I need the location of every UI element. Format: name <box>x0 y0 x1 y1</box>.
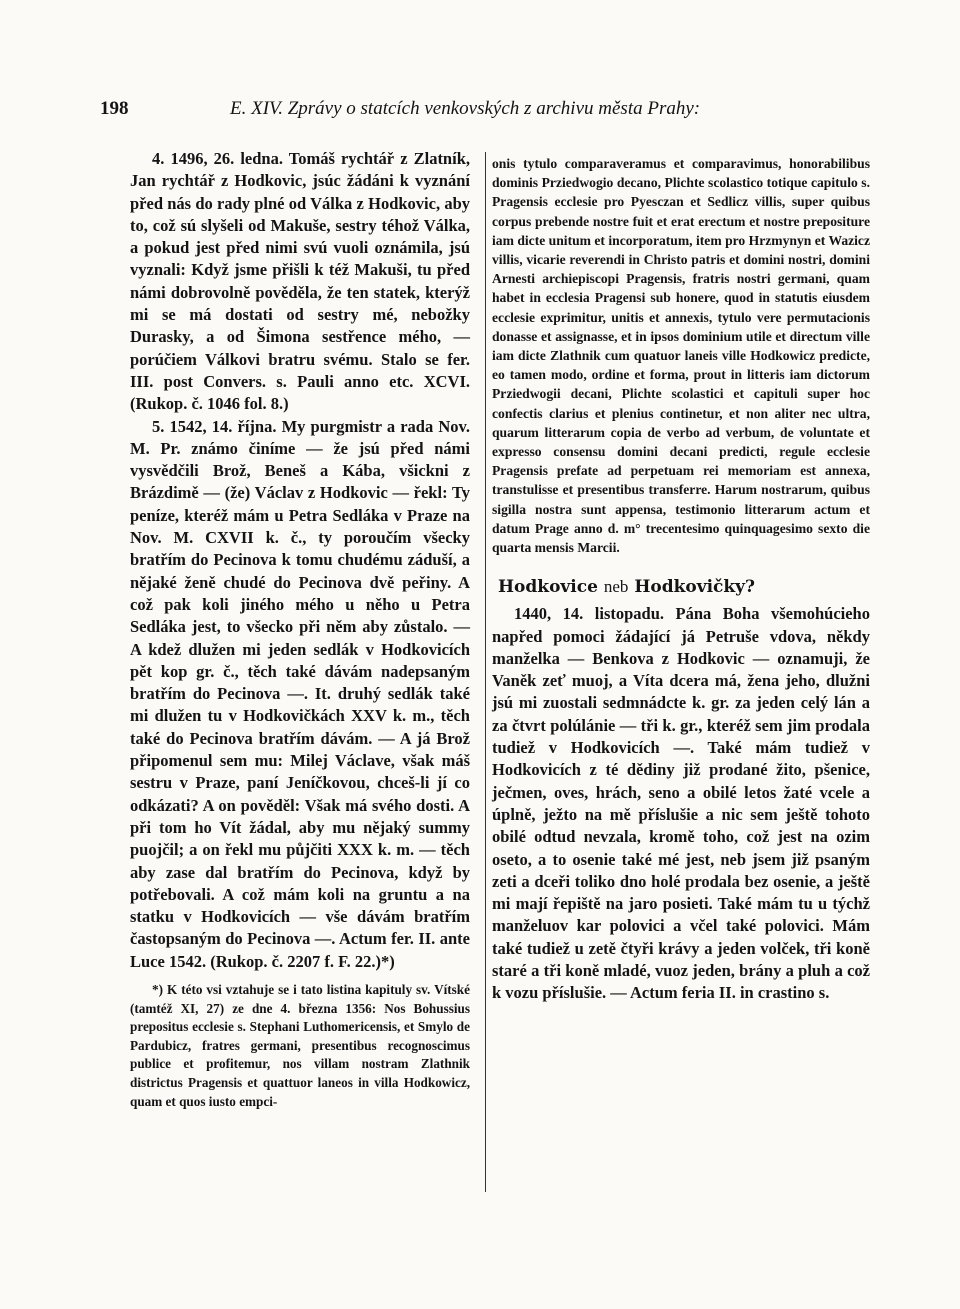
entry-1496: 4. 1496, 26. ledna. Tomáš rychtář z Zlatník, Jan rychtář z Hodkovic, jsúc žádáni k vyznání před nás do rady plné od Válka z Hodkovic, aby to, což sú slyšeli od Makuše, sestry téhož Válka, a pokud jest před nimi svú vuoli oznámila, jsú vyznali: Když jsme přišli k též Makuši, tu před námi dobrovolně pověděla, že ten statek, kterýž mi se má dostati od sestry mé, nebožky Durasky, a od Šimona sestřence mého, — porúčiem Válkovi bratru svému. Stalo se fer. III. post Convers. s. Pauli anno etc. XCVI. (Rukop. č. 1046 fol. 8.) <box>130 149 470 414</box>
page-header <box>92 98 874 130</box>
footnote: *) K této vsi vztahuje se i tato listina kapituly sv. Vítské (tamtéž XI, 27) ze dne 4. března 1356: Nos Bohussius prepositus ecclesie s. Stephani Luthomericensis, et Smylo de Pardubicz, fratres germani, presentibus recognoscimus publice et profitemur, nos villam nostram Zlathnik districtus Pragensis et quattuor laneos in villa Hodkowicz, quam et quos iusto empci- <box>130 981 470 1109</box>
entry-1542: 5. 1542, 14. října. My purgmistr a rada Nov. M. Pr. známo činíme — že jsú před námi vysvědčili Brož, Beneš a Kába, všickni z Brázdimě — (že) Václav z Hodkovic — řekl: Ty peníze, kteréž mám u Petra Sedláka v Praze na Nov. M. CXVII k. č., ty poroučím všecky bratřím do Pecinova k tomu chudému záduší, a nějaké ženě chudé do Pecinova dvě peřiny. A což pak koli jiného mého u něho u Petra Sedláka jest, to všecko při něm aby zůstalo. — A kdež dlužen mi jeden sedlák v Hodkovicích pět kop gr. č., těch také dávám nadepsaným bratřím do Pecinova —. It. druhý sedlák také mi dlužen tu v Hodkovičkách XXV k. m., těch také do Pecinova bratřím dávám. — A já Brož připomenul sem mu: Milej Václave, však máš sestru v Praze, paní Jeníčkovou, chceš-li jí co odkázati? A on pověděl: Však má svého dosti. A při tom ho Vít žádal, aby mu nějaký summy puojčil; a on řekl mu půjčiti XXX k. m. — těch aby zase dal bratřím do Pecinova, když by potřebovali. A což mám koli na gruntu a na statku v Hodkovicích — vše dávám bratřím častopsaným do Pecinova —. Actum fer. II. ante Luce 1542. (Rukop. č. 2207 f. F. 22.)*) <box>130 416 470 971</box>
footnote-continuation: onis tytulo comparaveramus et comparavimus, honorabilibus dominis Prziedwogio decano, Plichte scolastico totique capitulo s. Pragensis ecclesie pro Pyesczan et Sedlicz villis, super quibus corpus prebende nostre fuit et erat erectum et nostre prepositure iam dicte unitum et incorporatum, item pro Hrzmynyn et Wazicz villis, vicarie reverendi in Christo patris et domini nostri, domini Arnesti archiepiscopi Pragensis, fratris nostri germani, quam habet in ecclesia Pragensi sub honere, quod in statutis eiusdem ecclesie exprimitur, unitis et annexis, tytulo vere permutacionis donasse et assignasse, et in ipsos dominium utile et directum ville iam dicte Zlathnik cum quatuor laneis ville Hodkowicz predicte, eo tamen modo, ordine et forma, prout in litteris iam dictorum Prziedwogii decani, Plichte scolastici et capituli super hoc confectis clarius et plenius continetur, et non aliter nec ultra, quarum litterarum copia de verbo ad verbum, de voluntate et expresso consensu domini decani predicti, regule ecclesie Pragensis prefate ad perpetuam rei memoriam est annexa, transtulisse et presentibus transferre. Harum nostrarum, quibus sigilla nostra sunt appensa, testimonio litterarum actum et datum Prage anno d. m° trecentesimo quinquagesimo sexto die quarta mensis Marcii. <box>492 156 870 556</box>
section-heading-hodkovice: Hodkovice <box>498 577 598 598</box>
right-column <box>492 154 870 1005</box>
section-heading-neb: neb <box>603 577 629 597</box>
section-heading-hodkovicky: Hodkovičky? <box>634 577 756 598</box>
running-title: E. XIV. Zprávy o statcích venkovských z archivu města Prahy: <box>230 98 701 119</box>
entry-1440: 1440, 14. listopadu. Pána Boha všemohúcieho napřed pomoci žádající já Petruše vdova, někdy manželka — Benkova z Hodkovic — oznamuji, že Vaněk zeť muoj, a Víta dcera má, žena jeho, dlužni jsú mi zuostali sedmnádcte k. gr. za jeden celý lán a za čtvrt polúlánie — tři k. gr., kteréž sem jim prodala tudiež v Hodkovicích —. Také mám tudiež v Hodkovicích z té dědiny již prodané žito, pšenice, ječmen, oves, hrách, seno a obilé letos žaté vcele a úplně, ježto na mě příslušie a nic sem ještě tohoto obilé odtud nevzala, kromě toho, což jest na ozim oseto, a to osenie také mé jest, neb jsem již psaným zeti a dceři toliko dno holé prodala bez osenie, a ještě mi mají řepiště na jaro posieti. Také mám tu u týchž manželuov kar polovici a včel také polovici. Mám také tudiež u zetě čtyři krávy a jeden volček, tři koně staré a tři koně mladé, vuoz jeden, brány a pluh a což k vozu příslušie. — Actum feria II. in crastino s. <box>492 604 870 1003</box>
section-heading <box>498 577 870 597</box>
column-divider <box>485 152 486 1192</box>
page-number: 198 <box>100 98 129 119</box>
book-page <box>92 98 874 1109</box>
left-column <box>130 148 470 1111</box>
